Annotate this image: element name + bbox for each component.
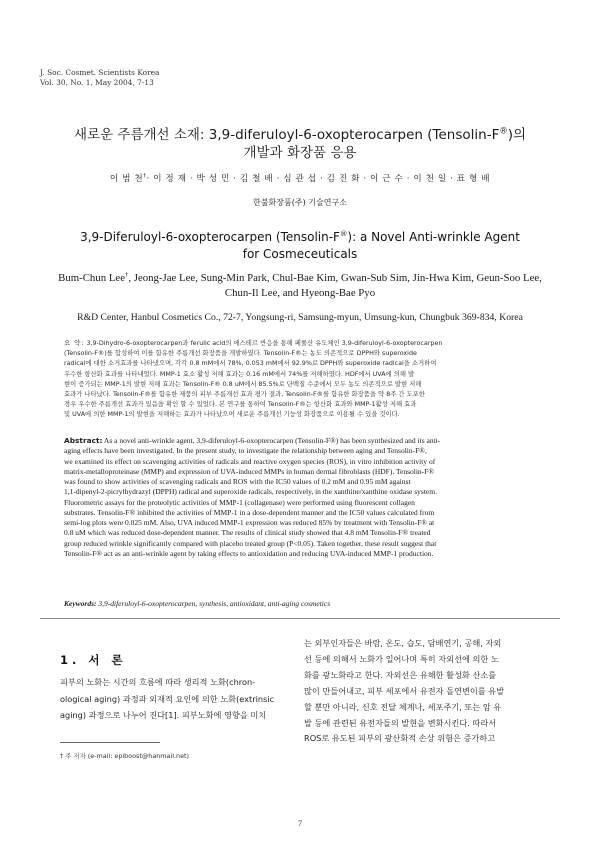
title-korean-line1: 새로운 주름개선 소재: 3,9-diferuloyl-6-oxopterocarpen (Tensolin-F [73, 127, 500, 143]
abstract-english-label: Abstract: [64, 436, 103, 445]
abstract-korean-line: radical에 대한 소거효과를 나타냈으며, 각각 0.8 mM에서 78%, 0.053 mM에서 92.9%로 DPPH와 superoxide radical을 소거하여 [64, 360, 437, 368]
corresponding-mark: † [125, 271, 129, 279]
abstract-korean-line: 3,9-Dihydro-6-oxopterocarpen과 ferulic acid의 에스테르 반응을 통해 페룰산 유도체인 3,9-diferuloyl-6-oxopterocarpen [86, 340, 443, 347]
authors-korean [40, 172, 560, 184]
abstract-english-line: Tensolin-F® act as an anti-wrinkle agent by taking effects to antioxidation and reducing UVA-induced MMP-1 production. [64, 548, 434, 558]
body-line: 화를 광노화라고 한다. 자외선은 유해한 활성화 산소를 [304, 669, 497, 680]
coauthors-korean: · 이 정 재 · 박 성 민 · 김 철 배 · 심 관 섭 · 김 진 화 · 이 근 수 · 이 천 일 · 표 형 배 [146, 174, 491, 184]
abstract-english-line: group reduced wrinkle significantly compared with placebo treated group (P<0.05). Taken together, these result suggest that [64, 538, 437, 548]
abstract-english-line: substrates. Tensolin-F® inhibited the activities of MMP-1 in a dose-dependent manner and the IC50 values calculated from [64, 507, 435, 517]
body-line: 많이 만들어내고, 피부 세포에서 유전자 돌연변이를 유발 [304, 685, 505, 696]
journal-volume: Vol. 30, No. 1, May 2004, 7-13 [40, 78, 154, 87]
title-korean-line2: 개발과 화장품 응용 [243, 145, 357, 161]
page-number: 7 [298, 819, 302, 828]
abstract-english-line: matrix-metalloproteinase (MMP) and expression of UVA-induced MMPs in human dermal fibroblasts (HDF). Tensolin-F® [64, 466, 435, 476]
corresponding-mark: † [143, 173, 147, 180]
body-line: 할 뿐만 아니라, 신호 전달 체계나, 세포주기, 또는 암 유 [304, 701, 502, 712]
body-line: ROS로 유도된 피부의 광산화적 손상 위험은 증가하고 [304, 733, 496, 744]
body-line: aging) 과정으로 나누어 진다[1]. 피부노화에 영향을 미치 [60, 710, 267, 721]
abstract-korean [64, 339, 538, 421]
body-line: 는 외부인자들은 바람, 온도, 습도, 담배연기, 공해, 자외 [304, 638, 502, 648]
body-line: ological aging) 과정과 외재적 요인에 의한 노화(extrinsic [60, 693, 275, 704]
abstract-english [64, 436, 538, 559]
abstract-english-line: was found to show activities of scavenging radicals and ROS with the IC50 values of 0.2 mM and 0.95 mM against [64, 477, 411, 486]
abstract-english-line: 1,1-dipenyl-2-picrylhydrazyl (DPPH) radical and superoxide radicals, respectively, in the xanthine/xanthine oxidase system. [64, 487, 437, 497]
coauthors-english-line1: , Jeong-Jae Lee, Sung-Min Park, Chul-Bae Kim, Gwan-Sub Sim, Jin-Hwa Kim, Geun-Soo Lee, [128, 272, 542, 284]
abstract-english-line: we examined its effect on scavenging activities of radicals and reactive oxygen species (ROS), in vitro inhibition activity of [64, 456, 436, 466]
title-korean-line1-end: )의 [507, 127, 527, 143]
coauthors-english-line2: Chun-Il Lee, and Hyeong-Bae Pyo [224, 286, 376, 299]
abstract-korean-label: 요 약: [64, 340, 85, 347]
first-author-english: Bum-Chun Lee [58, 272, 125, 284]
journal-name: J. Soc. Cosmet. Scientists Korea [40, 68, 160, 77]
body-line: 피부의 노화는 시간의 흐름에 따라 생리적 노화(chron- [60, 677, 256, 687]
keywords-text: 3,9-diferuloyl-6-oxopterocarpen, synthesis, antioxidant, anti-aging cosmetics [98, 599, 331, 608]
body-line: 발 등에 관련된 유전자들의 발현을 변화시킨다. 따라서 [304, 717, 497, 728]
abstract-korean-line: 및 UVA에 의한 MMP-1의 발현을 저해하는 효과가 나타났으며 새로운 주름개선 기능성 화장품으로 이용될 수 있을 것이다. [64, 411, 400, 419]
abstract-korean-line: 우수한 항산화 효과를 나타내었다. MMP-1 효소 활성 저해 효과는 0.16 mM에서 74%를 저해하였다. HDF에서 UVA에 의해 발 [64, 370, 415, 378]
section-heading-introduction: 1. 서 론 [60, 653, 127, 667]
title-korean [40, 126, 560, 162]
registered-mark: ® [499, 125, 508, 136]
abstract-english-line: 0.8 uM which was reduced dose-dependent manner. The results of clinical study showed that 4.8 mM Tensolin-F® treated [64, 528, 431, 538]
abstract-korean-line: 경우 우수한 주름개선 효과가 있음을 확인 할 수 있었다. 본 연구를 통하여 Tensolin-F®는 항산화 효과와 MMP-1활성 저해 효과 [64, 401, 417, 409]
section-divider [40, 618, 560, 619]
registered-mark: ® [339, 229, 348, 238]
keywords [64, 599, 538, 608]
first-author-korean: 이 범 천 [109, 174, 144, 184]
keywords-label: Keywords: [64, 599, 97, 608]
affiliation-english: R&D Center, Hanbul Cosmetics Co., 72-7, Yongsung-ri, Samsung-myun, Umsung-kun, Chungbuk 369-834, Korea [77, 312, 523, 323]
title-english-line2: for Cosmeceuticals [242, 247, 358, 261]
abstract-korean-line: 현이 증가되는 MMP-1의 발현 저해 효과는 Tensolin-F® 0.8 uM에서 85.5%로 단백질 수준에서 모두 농도 의존적으로 발현 저해 [64, 380, 422, 388]
body-right-column [304, 636, 540, 747]
title-english [40, 229, 560, 263]
body-left-column [60, 674, 292, 724]
footnote-rule [60, 742, 160, 743]
abstract-english-line: As a novel anti-wrinkle agent, 3,9-diferuloyl-6-oxopterocarpen (Tensolin-F®) has been synthesized and its anti- [103, 436, 441, 445]
abstract-korean-line: 효과가 나타났다. Tensolin-F®를 함유한 제품의 피부 주름개선 효과 평가 결과, Tensolin-F®를 함유한 화장품을 약 8주 간 도포한 [64, 391, 425, 399]
abstract-english-line: aging effects have been investigated. In the present study, to investigate the relationship between aging and Tensolin-F®, [64, 446, 427, 456]
title-english-line1-end: ): a Novel Anti-wrinkle Agent [347, 230, 520, 244]
body-line: 선 등에 의해서 노화가 일어나며 특히 자외선에 의한 노 [304, 653, 499, 664]
authors-english [40, 271, 560, 300]
abstract-english-line: Fluorometric assays for the proteolytic activities of MMP-1 (collagenase) were performed using fluorescent collagen [64, 497, 415, 507]
title-english-line1: 3,9-Diferuloyl-6-oxopterocarpen (Tensolin-F [80, 230, 340, 244]
abstract-korean-line: (Tensolin-F®)를 합성하여 이를 함유한 주름개선 화장품을 개발하였다. Tensolin-F®는 농도 의존적으로 DPPH와 superoxide [64, 350, 417, 358]
journal-citation [40, 68, 159, 88]
affiliation-korean: 한불화장품(주) 기술연구소 [253, 198, 347, 207]
abstract-english-line: semi-log plots were 0.025 mM. Also, UVA induced MMP-1 expression was reduced 85% by treatment with Tensolin-F® at [64, 518, 435, 527]
footnote-corresponding-author: † 주 저자 (e-mail: epiboost@hanmail.net) [60, 752, 190, 760]
